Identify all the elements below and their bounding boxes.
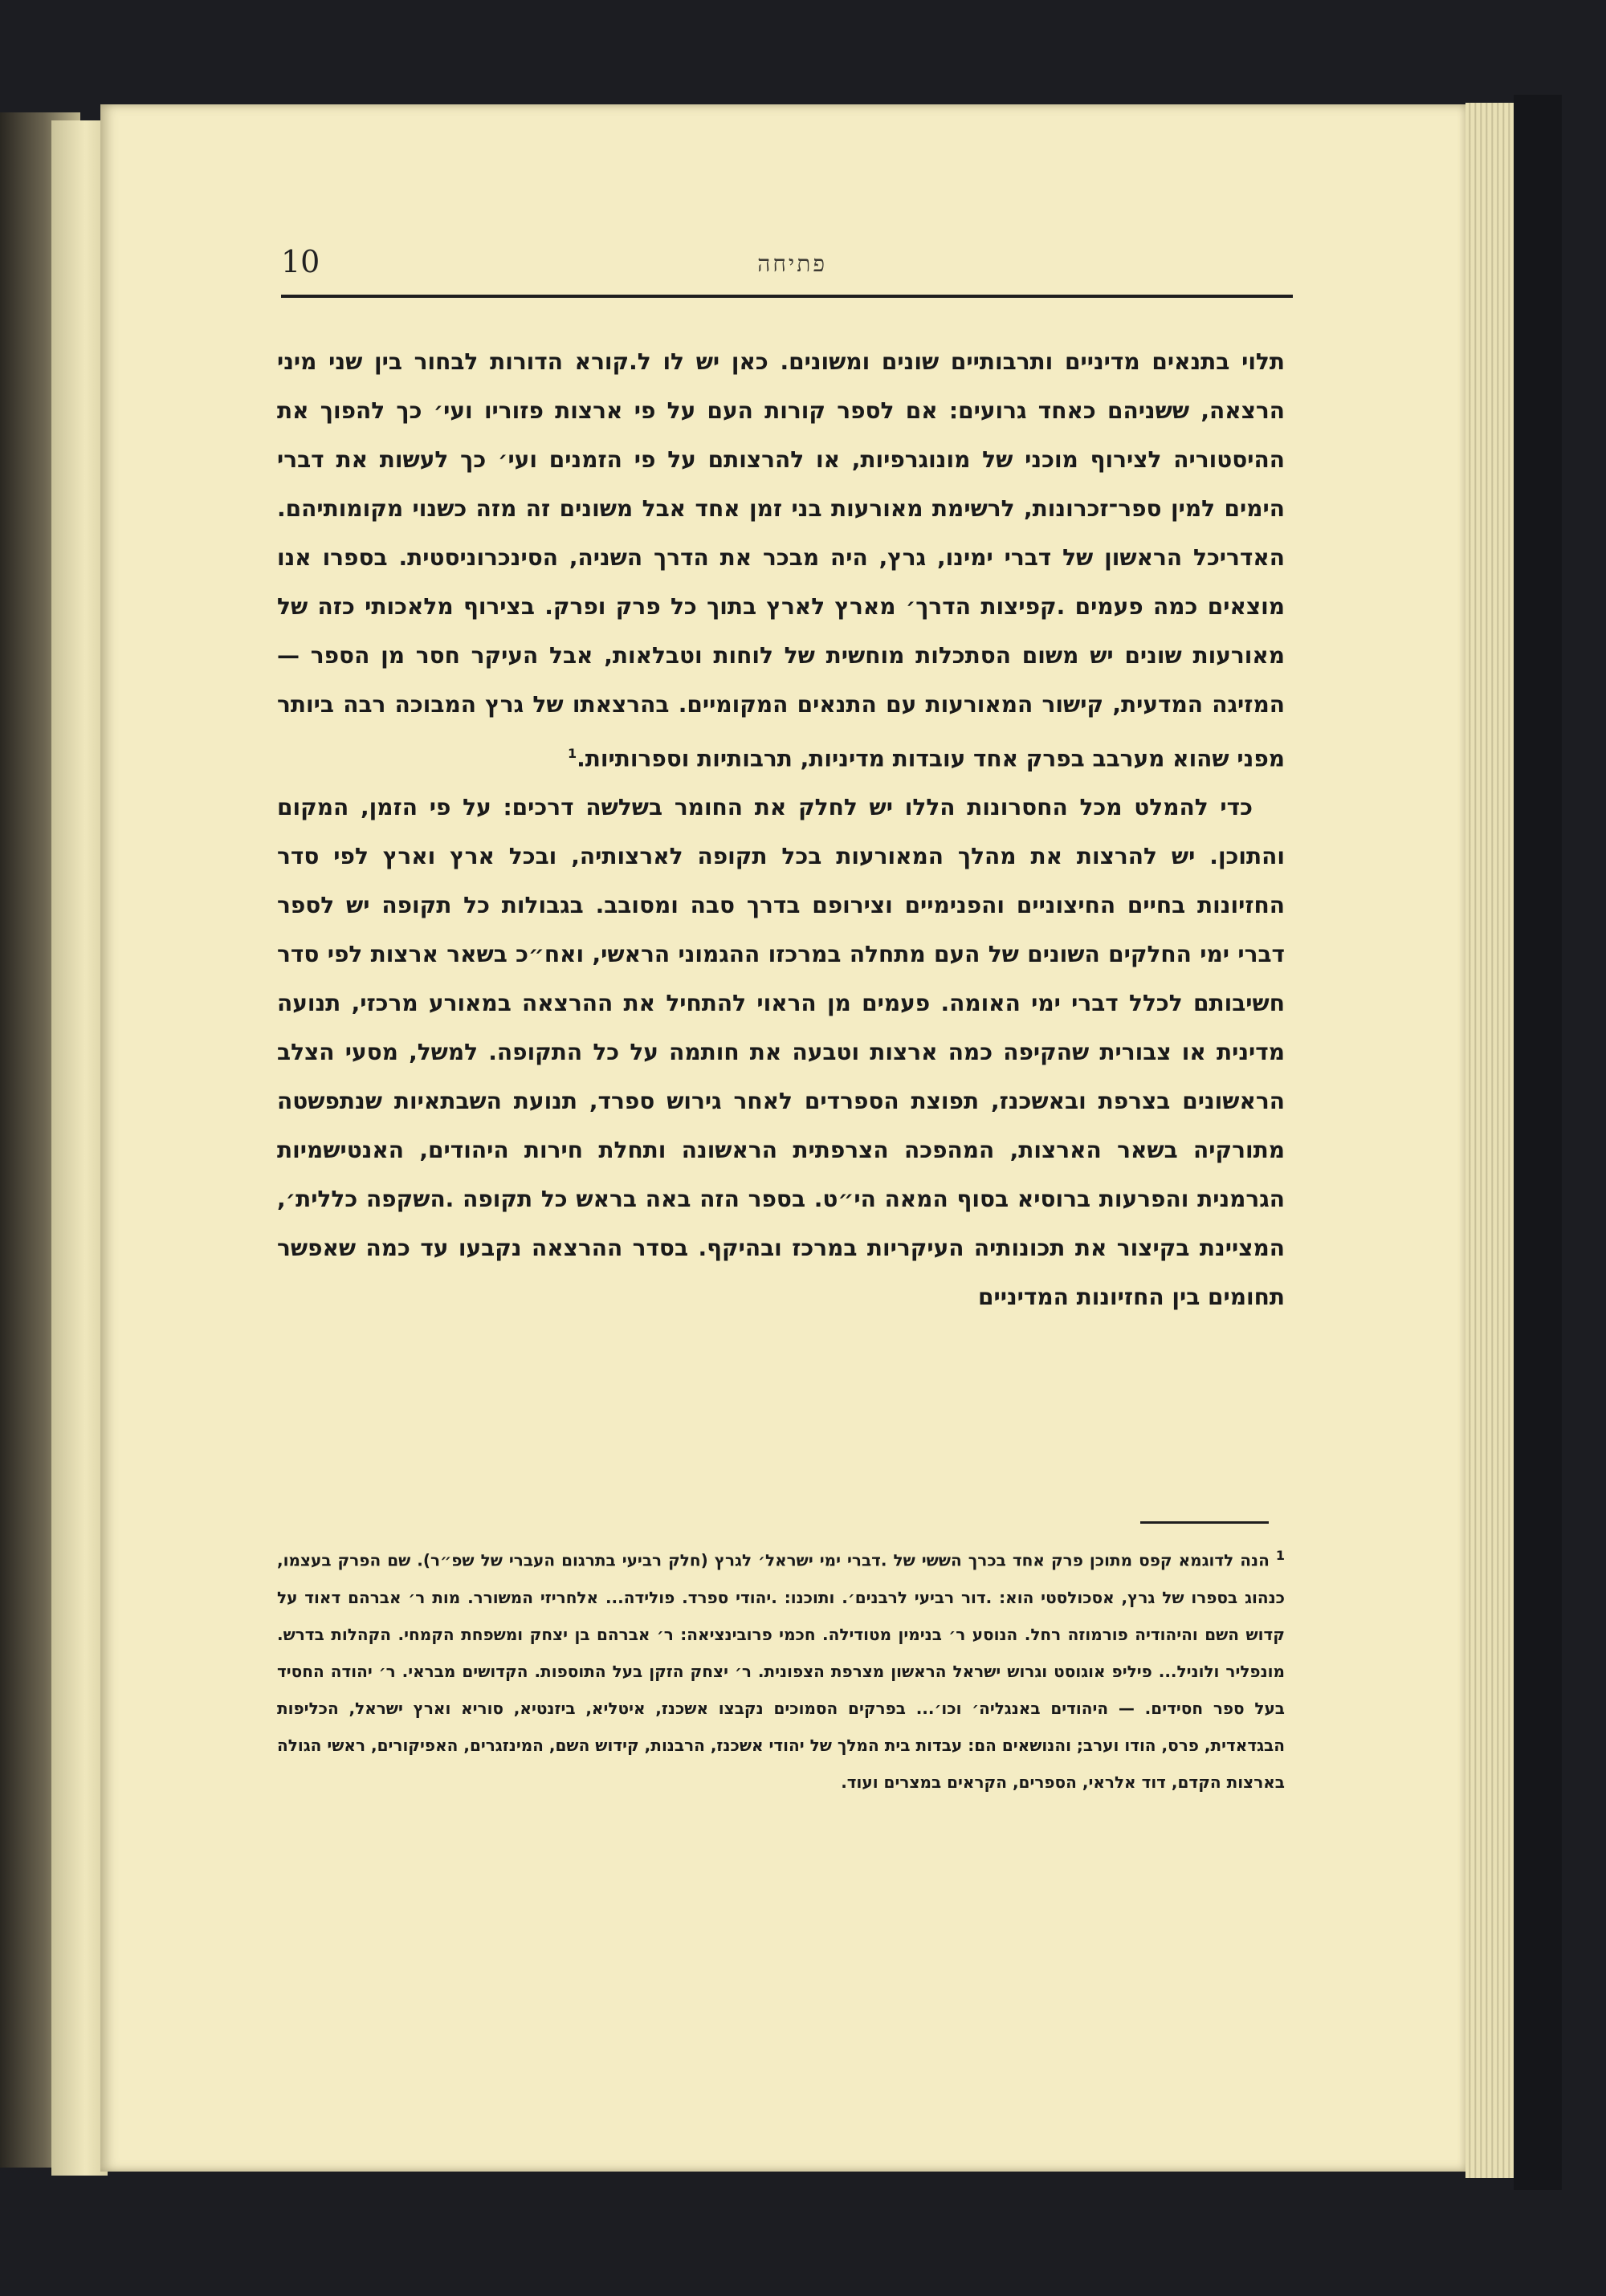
- paragraph-1: [277, 337, 1285, 783]
- page-gutter: [51, 120, 108, 2176]
- running-title: פתיחה: [757, 250, 827, 277]
- book-cover-edge: [1514, 95, 1562, 2190]
- footnote-reference: 1: [567, 746, 577, 761]
- paragraph-2: כדי להמלט מכל החסרונות הללו יש לחלק את החומר בשלשה דרכים: על פי הזמן, המקום והתוכן. יש להרצות את מהלך המאורעות בכל תקופה לארצותיה, ובכל ארץ וארץ לפי סדר החזיונות בחיים החיצוניים והפנימיים וצירופם בדרך סבה ומסובב. בגבולות כל תקופה יש לספר דברי ימי החלקים השונים של העם מתחלה במרכזו ההגמוני הראשי, ואח״כ בשאר ארצות לפי סדר חשיבותם לכלל דברי ימי האומה. פעמים מן הראוי להתחיל את ההרצאה במאורע מרכזי, תנועה מדינית או צבורית שהקיפה כמה ארצות וטבעה את חותמה על כל התקופה. למשל, מסעי הצלב הראשונים בצרפת ובאשכנז, תפוצת הספרדים לאחר גירוש ספרד, תנועת השבתאיות שנתפשטה מתורקיה בשאר הארצות, המהפכה הצרפתית הראשונה ותחלת חירות היהודים, האנטישמיות הגרמנית והפרעות ברוסיא בסוף המאה הי״ט. בספר הזה באה בראש כל תקופה .השקפה כללית׳, המציינת בקיצור את תכונותיה העיקריות במרכז ובהיקף. בסדר ההרצאה נקבעו עד כמה שאפשר תחומים בין החזיונות המדיניים: [277, 794, 1285, 1311]
- page-stack-edge: [1465, 103, 1514, 2178]
- paragraph-1-text: תלוי בתנאים מדיניים ותרבותיים שונים ומשונים. כאן יש לו ל.קורא הדורות לבחור בין שני מיני הרצאה, ששניהם כאחד גרועים: אם לספר קורות העם על פי ארצות פזוריו ועי׳ כך להפוך את ההיסטוריה לצירוף מוכני של מונוגרפיות, או להרצותם על פי הזמנים ועי׳ כך לעשות את דברי הימים למין ספר־זכרונות, לרשימת מאורעות בני זמן אחד אבל משונים זה מזה כשנוי מקומותיהם. האדריכל הראשון של דברי ימינו, גרץ, היה מבכר את הדרך השניה, הסינכרוניסטית. בספרו אנו מוצאים כמה פעמים .קפיצות הדרך׳ מארץ לארץ בתוך כל פרק ופרק. בצירוף מלאכותי כזה של מאורעות שונים יש משום הסתכלות מוחשית של לוחות וטבלאות, אבל העיקר חסר מן הספר — המזיגה המדעית, קישור המאורעות עם התנאים המקומיים. בהרצאתו של גרץ המבוכה רבה ביותר מפני שהוא מערבב בפרק אחד עובדות מדיניות, תרבותיות וספרותיות.: [277, 348, 1285, 772]
- body-text: [277, 337, 1285, 1321]
- footnote-1-text: הנה לדוגמא קפס מתוכן פרק אחד בכרך הששי של .דברי ימי ישראל׳ לגרץ (חלק רביעי בתרגום העברי של שפ״ר). שם הפרק בעצמו, כנהוג בספרו של גרץ, אסכולסטי הוא: .דור רביעי לרבנים׳. ותוכנו: .יהודי ספרד. פולידה... אלחריזי המשורר. מות ר׳ אברהם דאוד על קדוש השם והיהודיה פורמוזה רחל. הנוסע ר׳ בנימין מטודילה. חכמי פרובינציאה: ר׳ אברהם בן יצחק ומשפחת הקמחי. הקהלות בדרש. מונפליר ולוניל... פיליפ אוגוסט וגרוש ישראל הראשון מצרפת הצפונית. ר׳ יצחק הזקן בעל התוספות. הקדושים מבראי. ר׳ יהודה החסיד בעל ספר חסידים. — היהודים באנגליה׳ וכו׳... בפרקים הסמוכים נקבצו אשכנז, איטליא, ביזנטיא, סוריא וארץ ישראל, הכליפות הבגדאדית, פרס, הודו וערב; והנושאים הם: עבדות בית המלך של יהודי אשכנז, הרבנות, קידוש השם, המינזגרים, האפיקורים, ראשי הגולה בארצות הקדם, דוד אלראי, הספרים, הקראים במצרים ועוד.: [277, 1550, 1285, 1792]
- header-rule: [281, 295, 1293, 298]
- page-header: [281, 241, 1293, 297]
- footnote-marker: 1: [1275, 1548, 1285, 1563]
- footnotes: [277, 1537, 1285, 1801]
- footnote-1: [277, 1537, 1285, 1801]
- page-number: 10: [281, 244, 320, 279]
- footnote-rule: [1140, 1521, 1269, 1524]
